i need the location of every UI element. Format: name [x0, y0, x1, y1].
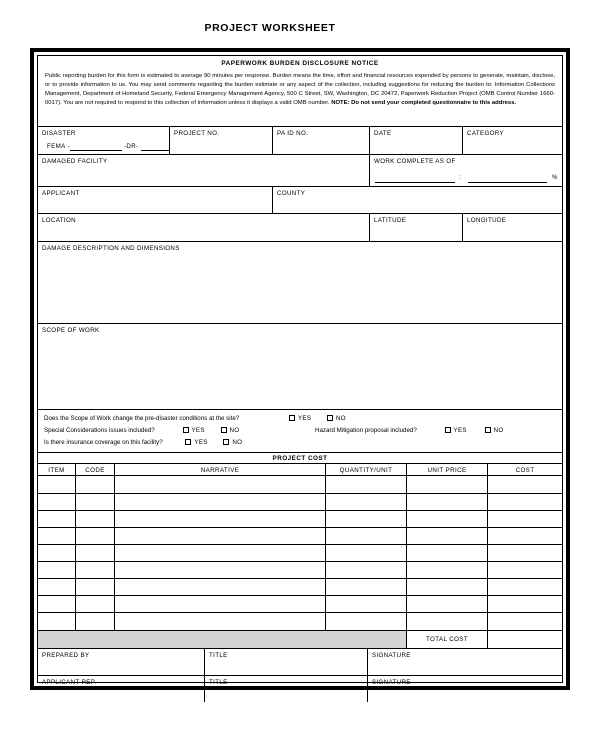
longitude-label: LONGITUDE	[467, 217, 507, 224]
cell-unit-price[interactable]	[407, 511, 488, 527]
notice-body-text: Public reporting burden for this form is estimated to average 90 minutes per response. Burden means the time, effort and financial resources expended by persons to generate, maintain, disclose, or to provide information to us. You may send comments regarding the burden estimate or any aspect of the collection, including suggestions for reducing the burden to: Information Collections Management, Department of Homeland Security, Federal Emergency Management Agency, 500 C Street, SW, Washington, DC 20472, Paperwork Reduction Project (OMB Control Number 1660-0017). You are not required to respond to this collection of information unless it displays a valid OMB number.	[45, 73, 555, 107]
question-insurance-label: Is there insurance coverage on this facility?	[44, 439, 163, 446]
no-label: NO	[336, 415, 346, 422]
cell-code[interactable]	[76, 613, 115, 630]
scope-of-work-label: SCOPE OF WORK	[42, 327, 100, 334]
cell-narrative[interactable]	[115, 511, 326, 527]
cell-unit-price[interactable]	[407, 613, 488, 630]
cell-unit-price[interactable]	[407, 596, 488, 612]
cell-code[interactable]	[76, 545, 115, 561]
total-cost-value-cell[interactable]	[488, 631, 562, 648]
cell-narrative[interactable]	[115, 562, 326, 578]
disaster-label: DISASTER	[42, 130, 76, 137]
insurance-yes-option[interactable]	[185, 439, 207, 446]
hazard-mitigation-yes-checkbox[interactable]	[445, 427, 451, 433]
cell-code[interactable]	[76, 562, 115, 578]
scope-change-yes-checkbox[interactable]	[289, 415, 295, 421]
form-inner-frame	[37, 55, 563, 686]
cell-item[interactable]	[38, 596, 76, 612]
longitude-cell[interactable]	[463, 214, 562, 241]
total-cost-shaded-filler	[38, 631, 407, 648]
total-cost-row	[38, 631, 562, 649]
question-insurance-row	[44, 439, 242, 446]
date-label: DATE	[374, 130, 392, 137]
disaster-number-line-2[interactable]	[141, 150, 169, 151]
pa-id-no-cell[interactable]	[273, 127, 370, 154]
scope-of-work-section[interactable]	[38, 324, 562, 410]
cell-cost[interactable]	[488, 494, 562, 510]
cell-narrative[interactable]	[115, 579, 326, 595]
location-label: LOCATION	[42, 217, 76, 224]
cell-unit-price[interactable]	[407, 579, 488, 595]
prepared-by-title-label: TITLE	[209, 652, 228, 659]
latitude-cell[interactable]	[370, 214, 463, 241]
damage-description-section[interactable]	[38, 242, 562, 324]
no-label: NO	[232, 439, 243, 446]
applicant-rep-cell[interactable]	[38, 676, 205, 702]
facility-row	[38, 155, 562, 187]
cell-code[interactable]	[76, 528, 115, 544]
cell-item[interactable]	[38, 494, 76, 510]
special-considerations-yes-option[interactable]	[183, 427, 205, 434]
category-label: CATEGORY	[467, 130, 504, 137]
cell-item[interactable]	[38, 579, 76, 595]
disaster-dr-label: -DR-	[124, 143, 139, 150]
cell-unit-price[interactable]	[407, 545, 488, 561]
prepared-by-cell[interactable]	[38, 649, 205, 675]
disaster-fema-prefix: FEMA -	[47, 143, 70, 150]
question-hazard-mitigation-label: Hazard Mitigation proposal included?	[315, 427, 417, 434]
county-cell[interactable]	[273, 187, 562, 213]
cell-narrative[interactable]	[115, 494, 326, 510]
column-header-item	[38, 464, 76, 475]
location-cell[interactable]	[38, 214, 370, 241]
column-header-code-label: CODE	[85, 466, 105, 474]
work-complete-separator: :	[459, 174, 462, 181]
cell-quantity-unit[interactable]	[326, 579, 407, 595]
table-row[interactable]	[38, 545, 562, 562]
special-considerations-yes-checkbox[interactable]	[183, 427, 189, 433]
page-title: PROJECT WORKSHEET	[204, 22, 336, 34]
special-considerations-no-option[interactable]	[221, 427, 240, 434]
column-header-item-label: ITEM	[48, 466, 65, 474]
hazard-mitigation-no-checkbox[interactable]	[485, 427, 491, 433]
applicant-rep-title-cell[interactable]	[205, 676, 368, 702]
project-cost-section-title: PROJECT COST	[272, 455, 328, 462]
applicant-cell[interactable]	[38, 187, 273, 213]
question-scope-change-label: Does the Scope of Work change the pre-disaster conditions at the site?	[44, 415, 240, 422]
location-row	[38, 214, 562, 242]
column-header-cost	[488, 464, 562, 475]
applicant-rep-label: APPLICANT REP.	[42, 679, 97, 686]
percent-symbol: %	[552, 174, 558, 181]
cell-quantity-unit[interactable]	[326, 494, 407, 510]
column-header-quantity-unit	[326, 464, 407, 475]
insurance-no-checkbox[interactable]	[223, 439, 229, 445]
total-cost-label-cell	[407, 631, 488, 648]
cell-cost[interactable]	[488, 528, 562, 544]
cell-cost[interactable]	[488, 579, 562, 595]
cell-cost[interactable]	[488, 545, 562, 561]
cell-narrative[interactable]	[115, 545, 326, 561]
table-row[interactable]	[38, 562, 562, 579]
yes-label: YES	[194, 439, 208, 446]
column-header-unit-price-label: UNIT PRICE	[427, 466, 467, 474]
cell-narrative[interactable]	[115, 528, 326, 544]
cell-item[interactable]	[38, 528, 76, 544]
cell-quantity-unit[interactable]	[326, 562, 407, 578]
hazard-mitigation-no-option[interactable]	[485, 427, 504, 434]
project-no-label: PROJECT NO.	[174, 130, 220, 137]
insurance-no-option[interactable]	[223, 439, 242, 446]
column-header-narrative-label: NARRATIVE	[200, 466, 240, 474]
column-header-code	[76, 464, 115, 475]
pa-id-no-label: PA ID NO.	[277, 130, 309, 137]
column-header-unit-price	[407, 464, 488, 475]
project-cost-rows-container	[38, 476, 562, 631]
cell-quantity-unit[interactable]	[326, 596, 407, 612]
cell-quantity-unit[interactable]	[326, 476, 407, 493]
cell-code[interactable]	[76, 476, 115, 493]
paperwork-burden-notice	[38, 56, 562, 127]
latitude-label: LATITUDE	[374, 217, 407, 224]
scope-change-no-option[interactable]	[327, 415, 346, 422]
cell-quantity-unit[interactable]	[326, 545, 407, 561]
damaged-facility-cell[interactable]	[38, 155, 370, 186]
date-cell[interactable]	[370, 127, 463, 154]
question-special-considerations-label: Special Considerations issues included?	[44, 427, 155, 434]
cell-unit-price[interactable]	[407, 494, 488, 510]
table-row[interactable]	[38, 511, 562, 528]
insurance-yes-checkbox[interactable]	[185, 439, 191, 445]
prepared-by-label: PREPARED BY	[42, 652, 90, 659]
question-hazard-mitigation-row	[315, 427, 503, 434]
cell-item[interactable]	[38, 545, 76, 561]
applicant-rep-signature-cell[interactable]	[368, 676, 562, 702]
yes-label: YES	[297, 415, 312, 422]
applicant-label: APPLICANT	[42, 190, 80, 197]
no-label: NO	[229, 427, 240, 434]
cell-code[interactable]	[76, 579, 115, 595]
applicant-rep-row	[38, 676, 562, 702]
scope-change-yes-option[interactable]	[289, 415, 311, 422]
cell-item[interactable]	[38, 613, 76, 630]
damaged-facility-label: DAMAGED FACILITY	[42, 158, 108, 165]
cell-quantity-unit[interactable]	[326, 511, 407, 527]
no-label: NO	[493, 427, 504, 434]
header-row	[38, 127, 562, 155]
table-row[interactable]	[38, 579, 562, 596]
table-row[interactable]	[38, 613, 562, 631]
disaster-number-line-1[interactable]	[70, 150, 122, 151]
table-row[interactable]	[38, 596, 562, 613]
cell-item[interactable]	[38, 511, 76, 527]
cell-code[interactable]	[76, 494, 115, 510]
project-cost-header-row	[38, 464, 562, 476]
cell-item[interactable]	[38, 562, 76, 578]
scope-change-no-checkbox[interactable]	[327, 415, 333, 421]
yes-label: YES	[453, 427, 467, 434]
work-complete-percent-line[interactable]	[468, 182, 547, 183]
cell-unit-price[interactable]	[407, 476, 488, 493]
column-header-quantity-unit-label: QUANTITY/UNIT	[339, 466, 393, 474]
form-outer-frame	[30, 48, 570, 690]
work-complete-label: WORK COMPLETE AS OF	[374, 158, 456, 165]
work-complete-cell[interactable]	[370, 155, 562, 186]
prepared-by-signature-cell[interactable]	[368, 649, 562, 675]
prepared-by-row	[38, 649, 562, 676]
prepared-by-title-cell[interactable]	[205, 649, 368, 675]
column-header-narrative	[115, 464, 326, 475]
cell-unit-price[interactable]	[407, 562, 488, 578]
question-special-considerations-row	[44, 427, 239, 434]
cell-cost[interactable]	[488, 613, 562, 630]
yes-label: YES	[191, 427, 205, 434]
cell-item[interactable]	[38, 476, 76, 493]
cell-cost[interactable]	[488, 562, 562, 578]
applicant-rep-title-label: TITLE	[209, 679, 228, 686]
cell-quantity-unit[interactable]	[326, 613, 407, 630]
cell-narrative[interactable]	[115, 476, 326, 493]
cell-cost[interactable]	[488, 476, 562, 493]
cell-unit-price[interactable]	[407, 528, 488, 544]
disaster-cell[interactable]	[38, 127, 170, 154]
cell-quantity-unit[interactable]	[326, 528, 407, 544]
cell-cost[interactable]	[488, 511, 562, 527]
damage-description-label: DAMAGE DESCRIPTION AND DIMENSIONS	[42, 245, 180, 252]
project-cost-table	[38, 464, 562, 649]
questions-section	[38, 410, 562, 453]
table-row[interactable]	[38, 528, 562, 545]
cell-cost[interactable]	[488, 596, 562, 612]
notice-body	[45, 72, 555, 108]
project-cost-title-bar	[38, 453, 562, 464]
special-considerations-no-checkbox[interactable]	[221, 427, 227, 433]
category-cell[interactable]	[463, 127, 562, 154]
table-row[interactable]	[38, 494, 562, 511]
table-row[interactable]	[38, 476, 562, 494]
column-header-cost-label: COST	[515, 466, 535, 474]
total-cost-label: TOTAL COST	[425, 636, 469, 643]
question-scope-change-row	[44, 415, 346, 422]
project-no-cell[interactable]	[170, 127, 273, 154]
county-label: COUNTY	[277, 190, 306, 197]
cell-narrative[interactable]	[115, 596, 326, 612]
cell-code[interactable]	[76, 511, 115, 527]
work-complete-date-line[interactable]	[375, 182, 455, 183]
cell-narrative[interactable]	[115, 613, 326, 630]
applicant-rep-signature-label: SIGNATURE	[372, 679, 411, 686]
hazard-mitigation-yes-option[interactable]	[445, 427, 467, 434]
notice-body-note: NOTE: Do not send your completed questionnaire to this address.	[331, 100, 517, 107]
notice-heading: PAPERWORK BURDEN DISCLOSURE NOTICE	[221, 60, 379, 67]
applicant-row	[38, 187, 562, 214]
prepared-by-signature-label: SIGNATURE	[372, 652, 411, 659]
cell-code[interactable]	[76, 596, 115, 612]
